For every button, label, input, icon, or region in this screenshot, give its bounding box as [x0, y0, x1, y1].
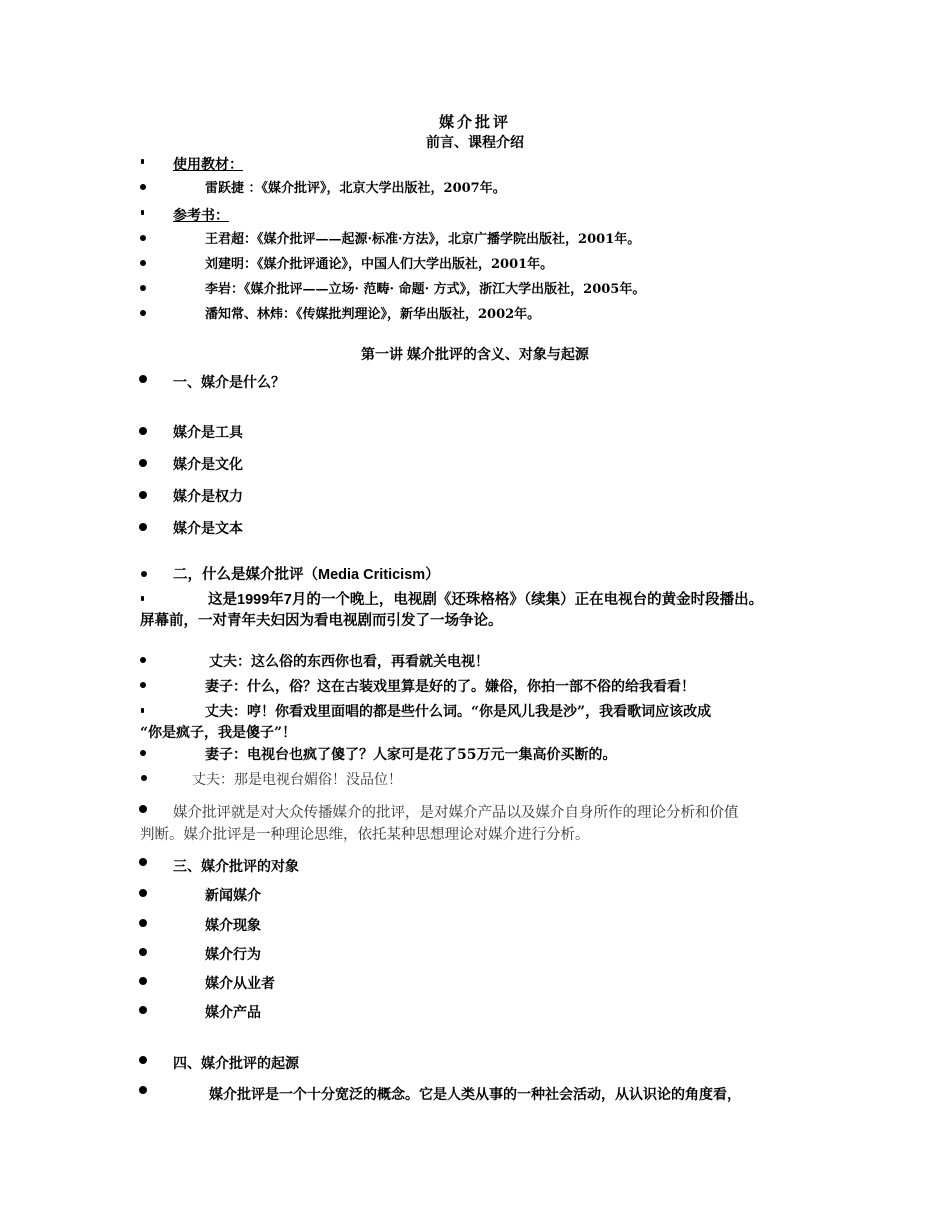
- section1-heading: 一、媒介是什么？: [173, 374, 285, 390]
- bullet: [140, 657, 146, 663]
- bullet: [141, 708, 144, 713]
- story-line-1: 这是1999年7月的一个晚上，电视剧《还珠格格》（续集）正在电视台的黄金时段播出。: [208, 592, 764, 608]
- section2-heading: 二，什么是媒介批评（Media Criticism）: [173, 567, 440, 583]
- definition-line-1: 媒介批评就是对大众传播媒介的批评，是对媒介产品以及媒介自身所作的理论分析和价值: [173, 805, 739, 821]
- bullet: [140, 285, 146, 291]
- bullet: [139, 977, 147, 985]
- bullet: [140, 310, 146, 316]
- bullet: [139, 948, 147, 956]
- bullet: [141, 596, 144, 601]
- bullet: [140, 184, 146, 190]
- lecture-title: 第一讲 媒介批评的含义、对象与起源: [361, 346, 589, 362]
- section3-item: 媒介现象: [205, 918, 261, 934]
- reference-item: 王君超：《媒介批评——起源·标准·方法》，北京广播学院出版社，2001年。: [205, 232, 641, 247]
- section1-item: 媒介是工具: [173, 425, 243, 441]
- section1-item: 媒介是权力: [173, 489, 243, 505]
- bullet: [140, 682, 146, 688]
- bullet: [139, 427, 147, 435]
- bullet: [141, 775, 147, 781]
- section3-item: 新闻媒介: [205, 888, 261, 904]
- story-line-2: 屏幕前，一对青年夫妇因为看电视剧而引发了一场争论。: [140, 613, 503, 629]
- references-label: 参考书：: [173, 207, 229, 223]
- bullet: [141, 571, 147, 577]
- reference-item: 刘建明：《媒介批评通论》，中国人们大学出版社，2001年。: [205, 257, 554, 272]
- bullet: [139, 491, 147, 499]
- definition-line-2: 判断。媒介批评是一种理论思维，依托某种思想理论对媒介进行分析。: [140, 827, 590, 843]
- textbook-item: 雷跃捷 ：《媒介批评》，北京大学出版社，2007年。: [205, 181, 506, 196]
- section4-heading: 四、媒介批评的起源: [173, 1055, 299, 1071]
- document-title: 媒介批评: [438, 114, 511, 131]
- bullet: [141, 210, 144, 215]
- section3-item: 媒介行为: [205, 947, 261, 963]
- section3-item: 媒介从业者: [205, 976, 275, 992]
- document-subtitle: 前言、课程介绍: [426, 134, 524, 150]
- dialogue-line: 丈夫：这么俗的东西你也看，再看就关电视！: [209, 654, 489, 670]
- bullet: [139, 858, 147, 866]
- bullet: [141, 159, 144, 164]
- section3-heading: 三、媒介批评的对象: [173, 858, 299, 874]
- bullet: [139, 1056, 147, 1064]
- dialogue-line: 丈夫：哼！你看戏里面唱的都是些什么词。“你是风儿我是沙”，我看歌词应该改成: [205, 704, 712, 720]
- bullet: [140, 235, 146, 241]
- textbook-label: 使用教材：: [173, 156, 243, 172]
- bullet: [139, 1006, 147, 1014]
- bullet: [140, 750, 146, 756]
- section3-item: 媒介产品: [205, 1005, 261, 1021]
- bullet: [139, 919, 147, 927]
- reference-item: 潘知常、林炜：《传媒批判理论》，新华出版社，2002年。: [205, 307, 541, 322]
- dialogue-line: 丈夫：那是电视台媚俗！没品位！: [192, 772, 402, 788]
- bullet: [140, 260, 146, 266]
- bullet: [139, 375, 147, 383]
- reference-item: 李岩：《媒介批评——立场· 范畴· 命题· 方式》，浙江大学出版社，2005年。: [205, 282, 646, 297]
- dialogue-line: 妻子：电视台也疯了傻了？人家可是花了55万元一集高价买断的。: [205, 747, 617, 763]
- section4-line-1: 媒介批评是一个十分宽泛的概念。它是人类从事的一种社会活动，从认识论的角度看，: [209, 1087, 741, 1103]
- dialogue-line: “你是疯子，我是傻子”！: [140, 725, 297, 741]
- dialogue-line: 妻子：什么，俗？这在古装戏里算是好的了。嫌俗，你拍一部不俗的给我看看！: [205, 679, 695, 695]
- section1-item: 媒介是文化: [173, 457, 243, 473]
- bullet: [139, 1086, 147, 1094]
- bullet: [139, 889, 147, 897]
- bullet: [139, 523, 147, 531]
- bullet: [139, 459, 147, 467]
- bullet: [139, 805, 147, 813]
- section1-item: 媒介是文本: [173, 521, 243, 537]
